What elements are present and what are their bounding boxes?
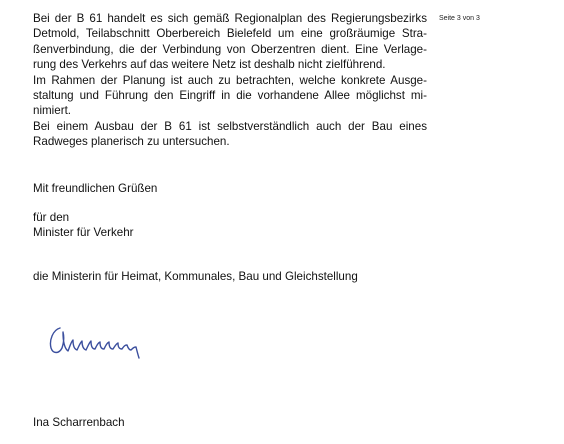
handwritten-signature xyxy=(44,318,164,366)
signatory-name: Ina Scharrenbach xyxy=(33,416,125,429)
body-line: Bei der B 61 handelt es sich gemäß Regionalplan des Regierungsbezirks xyxy=(33,12,427,25)
body-line: Bei einem Ausbau der B 61 ist selbstverständlich auch der Bau eines xyxy=(33,119,427,133)
body-line: Im Rahmen der Planung ist auch zu betrachten, welche konkrete Ausge- xyxy=(33,73,427,87)
closing-greeting: Mit freundlichen Grüßen xyxy=(33,182,158,195)
on-behalf-label: für den xyxy=(33,211,70,224)
body-line: Detmold, Teilabschnitt Oberbereich Bielefeld um eine großräumige Stra- xyxy=(33,27,427,41)
body-line: nimiert. xyxy=(33,104,72,118)
page-number: Seite 3 von 3 xyxy=(439,15,480,22)
body-line: rung des Verkehrs auf das weitere Netz ist deshalb nicht zielführend. xyxy=(33,58,386,72)
on-behalf-minister: Minister für Verkehr xyxy=(33,226,134,239)
body-line: ßenverbindung, die der Verbindung von Oberzentren dient. Eine Verlage- xyxy=(33,42,427,56)
letter-body xyxy=(33,11,427,150)
body-line: staltung und Führung den Eingriff in die vorhandene Allee möglichst mi- xyxy=(33,89,427,103)
signatory-title: die Ministerin für Heimat, Kommunales, Bau und Gleichstellung xyxy=(33,270,358,283)
body-line: Radweges planerisch zu untersuchen. xyxy=(33,135,230,149)
